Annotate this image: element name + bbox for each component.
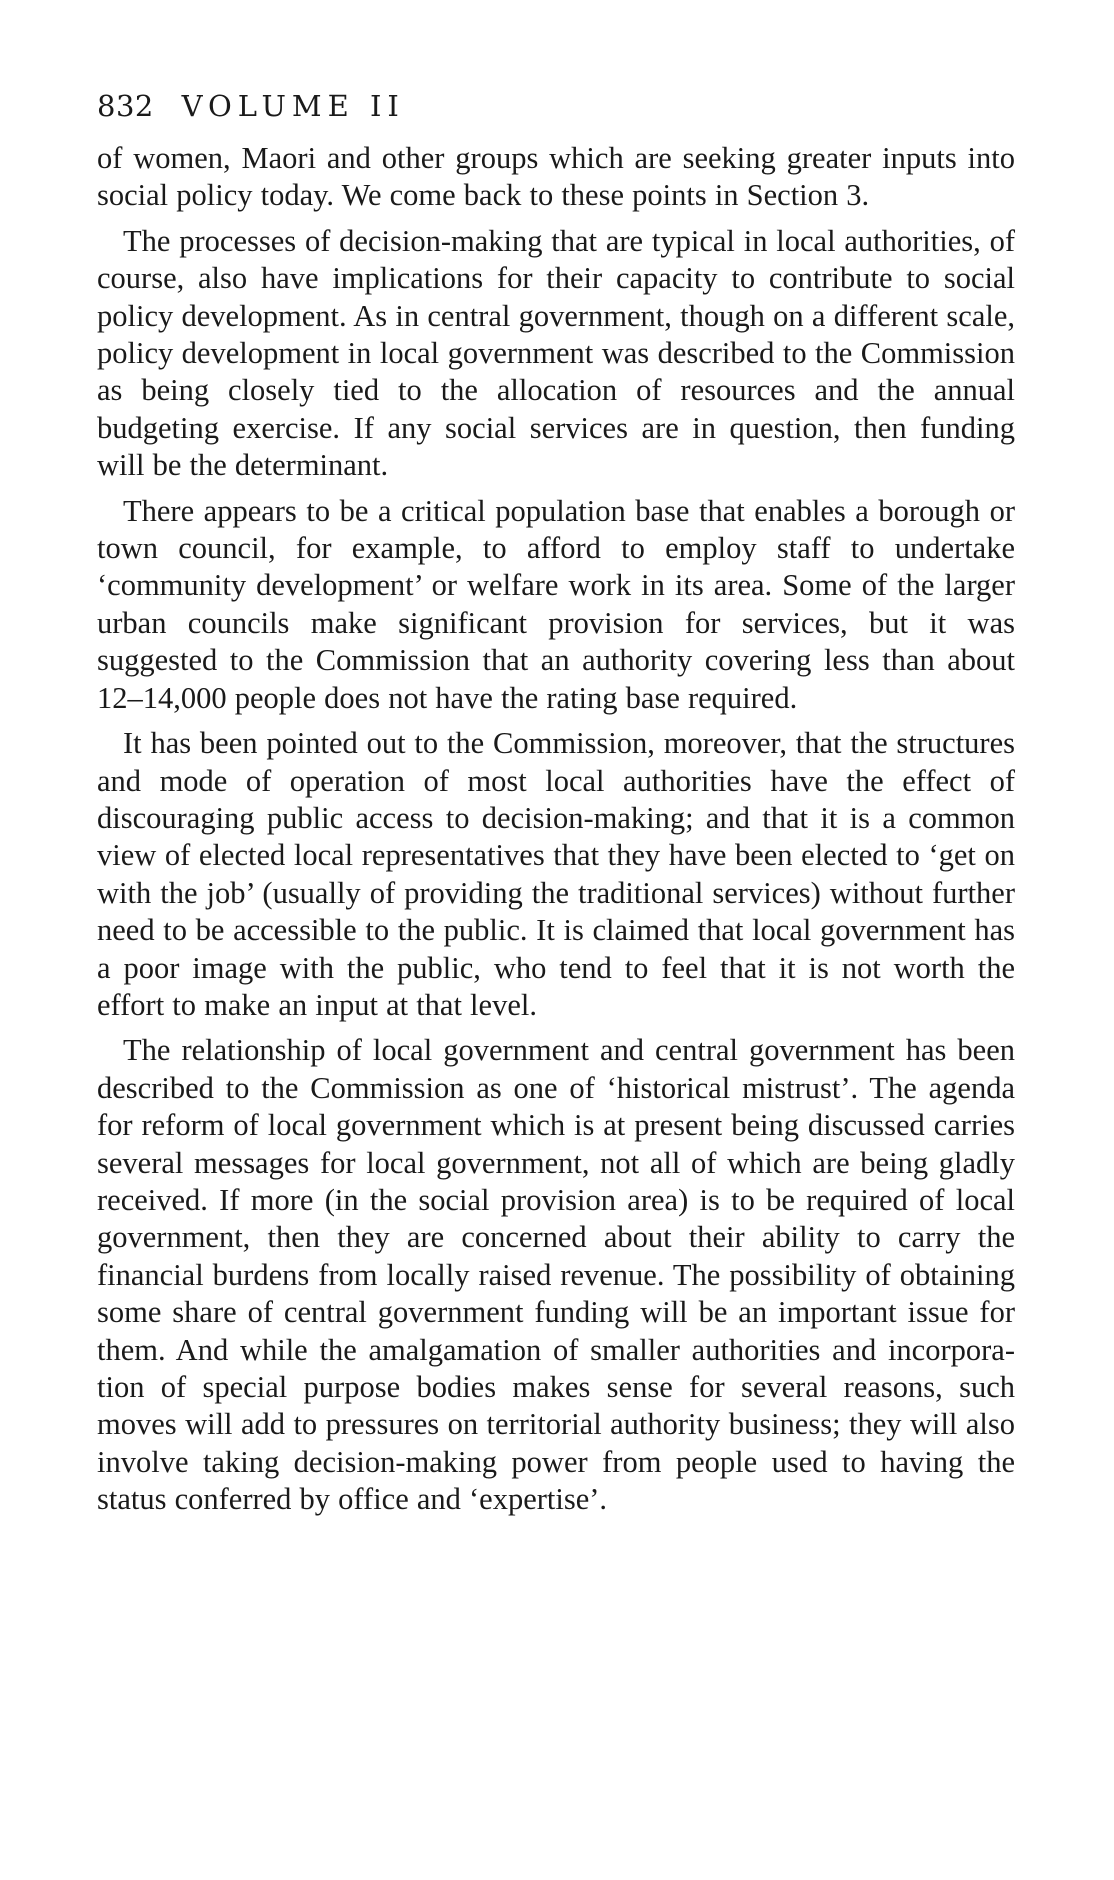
paragraph-population-base: There appears to be a critical population base that enables a borough or town council, for example, to afford to employ staff to undertake ‘community development’ or welfare work in its area. Some of the larger urban councils make significant provision for services, but it was suggested to the Commission that an authority covering less than about 12–14,000 people does not have the rating base required.: [97, 493, 1015, 715]
running-head: [97, 86, 405, 126]
paragraph-decision-making: The processes of decision-making that are typical in local authorities, of course, also have implications for their capacity to contribute to social policy development. As in central government, though on a different scale, policy development in local government was described to the Commission as being closely tied to the allocation of resources and the annual budgeting exercise. If any social services are in question, then funding will be the determinant.: [97, 223, 1015, 483]
page-number: 832: [97, 89, 154, 123]
volume-label: VOLUME II: [181, 89, 405, 123]
paragraph-public-access: It has been pointed out to the Commission, moreover, that the structures and mode of operation of most local authorities have the effect of discouraging public access to decision-making; and that it is a common view of elected local representatives that they have been elected to ‘get on with the job’ (usually of providing the traditional services) without further need to be accessible to the public. It is claimed that local government has a poor image with the public, who tend to feel that it is not worth the effort to make an input at that level.: [97, 726, 1015, 1022]
paragraph-central-local-relationship: The relationship of local government and central government has been described to the Commission as one of ‘historical mistrust’. The agenda for reform of local government which is at present being discussed carries several messages for local government, not all of which are being gladly received. If more (in the social provision area) is to be required of local government, then they are concerned about their ability to carry the financial burdens from locally raised revenue. The possibility of obtaining some share of central government funding will be an important issue for them. And while the amalgamation of smaller authorities and incorporation of special purpose bodies makes sense for several reasons, such moves will add to pressures on territorial authority business; they will also involve taking decision-making power from people used to having the status conferred by office and ‘expertise’.: [97, 1033, 1015, 1517]
paragraph-continued: of women, Maori and other groups which are seeking greater inputs into social policy today. We come back to these points in Section 3.: [97, 141, 1015, 213]
body-text: [97, 140, 1015, 1519]
